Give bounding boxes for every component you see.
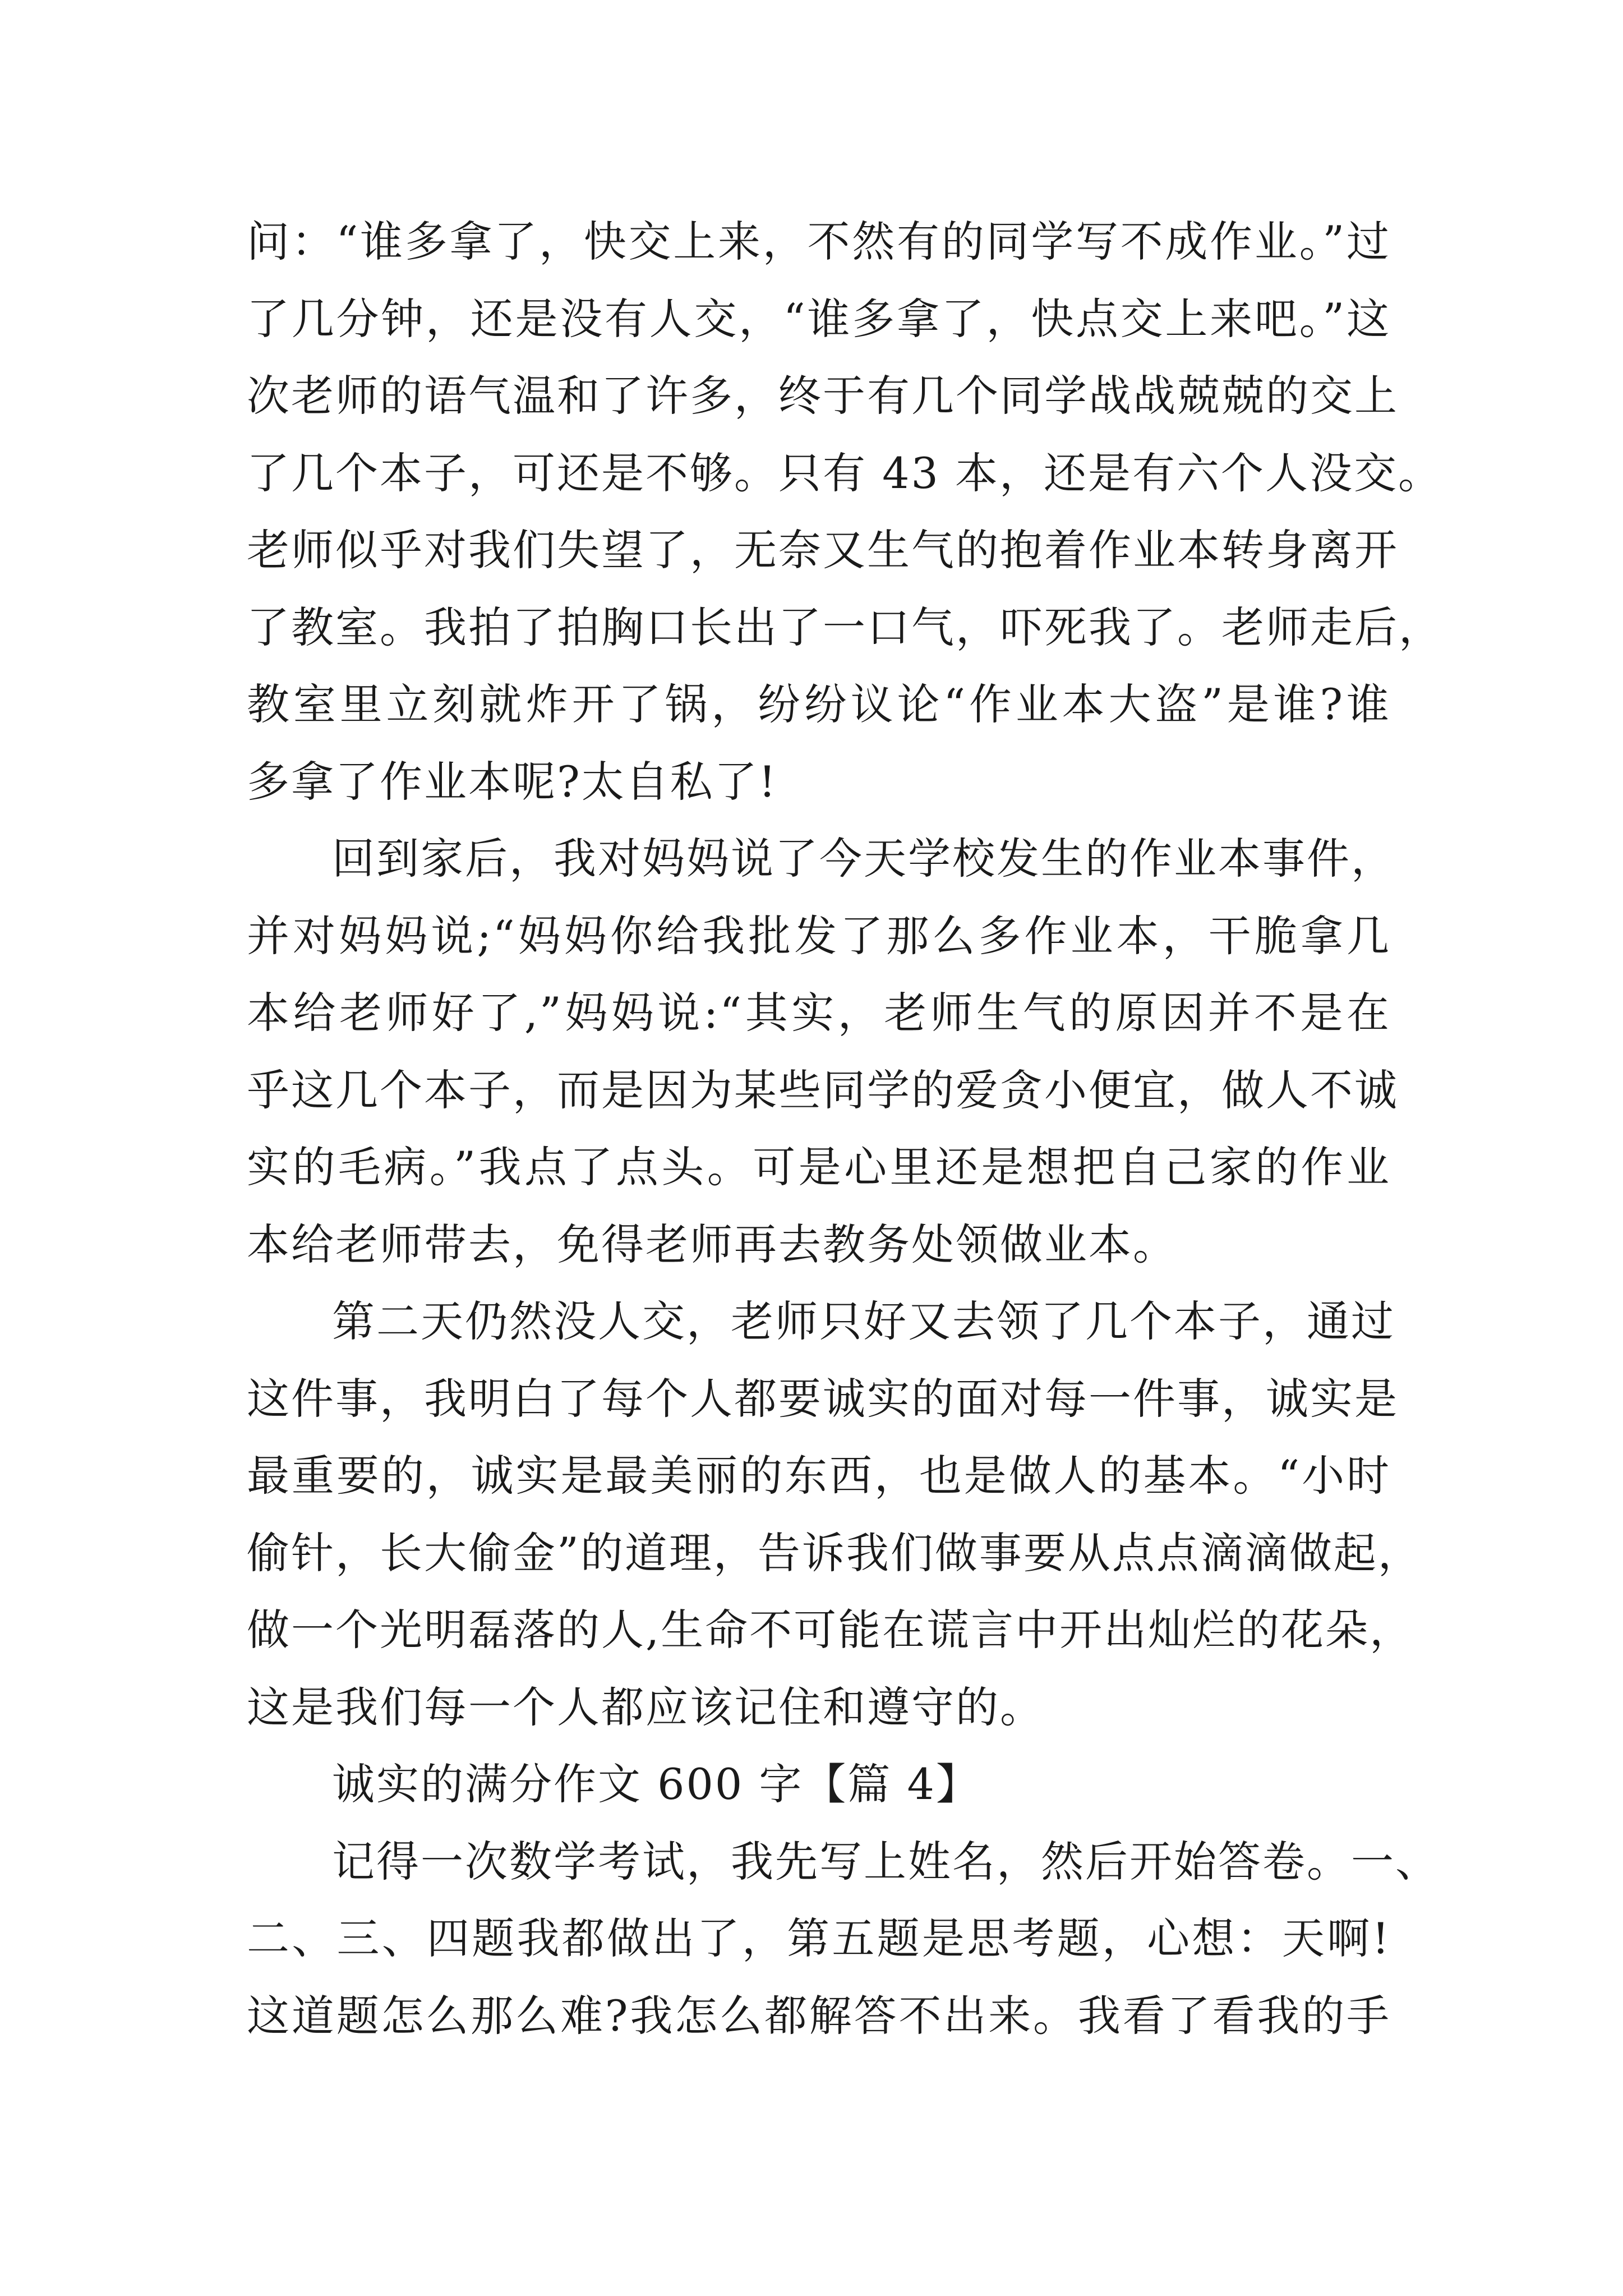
text-line: 本给老师好了,”妈妈说:“其实，老师生气的原因并不是在 — [247, 988, 1391, 1038]
text-line: 本给老师带去，免得老师再去教务处领做业本。 — [247, 1219, 1177, 1269]
text-line: 并对妈妈说;“妈妈你给我批发了那么多作业本，干脆拿几 — [247, 910, 1391, 961]
text-line: 这是我们每一个人都应该记住和遵守的。 — [247, 1682, 1044, 1732]
text-line: 这件事，我明白了每个人都要诚实的面对每一件事，诚实是 — [247, 1373, 1399, 1424]
text-line: 做一个光明磊落的人,生命不可能在谎言中开出灿烂的花朵， — [247, 1605, 1414, 1655]
text-line: 这道题怎么那么难?我怎么都解答不出来。我看了看我的手 — [247, 1990, 1391, 2041]
text-line: 了教室。我拍了拍胸口长出了一口气，吓死我了。老师走后， — [247, 602, 1443, 652]
essay-text — [247, 203, 1443, 2054]
text-line: 次老师的语气温和了许多，终于有几个同学战战兢兢的交上 — [247, 371, 1399, 421]
text-line: 了几个本子，可还是不够。只有 43 本，还是有六个人没交。 — [247, 448, 1443, 498]
text-line: 老师似乎对我们失望了，无奈又生气的抱着作业本转身离开 — [247, 525, 1399, 575]
text-line: 了几分钟，还是没有人交，“谁多拿了，快点交上来吧。”这 — [247, 293, 1391, 344]
text-line: 二、三、四题我都做出了，第五题是思考题，心想：天啊! — [247, 1913, 1391, 1963]
section-heading: 诚实的满分作文 600 字【篇 4】 — [332, 1759, 980, 1809]
text-line: 记得一次数学考试，我先写上姓名，然后开始答卷。一、 — [332, 1836, 1440, 1887]
text-line: 问：“谁多拿了，快交上来，不然有的同学写不成作业。”过 — [247, 217, 1391, 266]
text-line: 偷针，长大偷金”的道理，告诉我们做事要从点点滴滴做起， — [247, 1527, 1422, 1578]
text-line: 最重要的，诚实是最美丽的东西，也是做人的基本。“小时 — [247, 1451, 1391, 1501]
text-line: 乎这几个本子，而是因为某些同学的爱贪小便宜，做人不诚 — [247, 1065, 1399, 1115]
text-line: 第二天仍然没人交，老师只好又去领了几个本子，通过 — [332, 1296, 1395, 1346]
text-line: 多拿了作业本呢?太自私了! — [247, 756, 778, 807]
text-line: 教室里立刻就炸开了锅，纷纷议论“作业本大盗”是谁?谁 — [247, 679, 1391, 729]
text-line: 回到家后，我对妈妈说了今天学校发生的作业本事件， — [332, 834, 1395, 884]
text-line: 实的毛病。”我点了点头。可是心里还是想把自己家的作业 — [247, 1142, 1391, 1192]
